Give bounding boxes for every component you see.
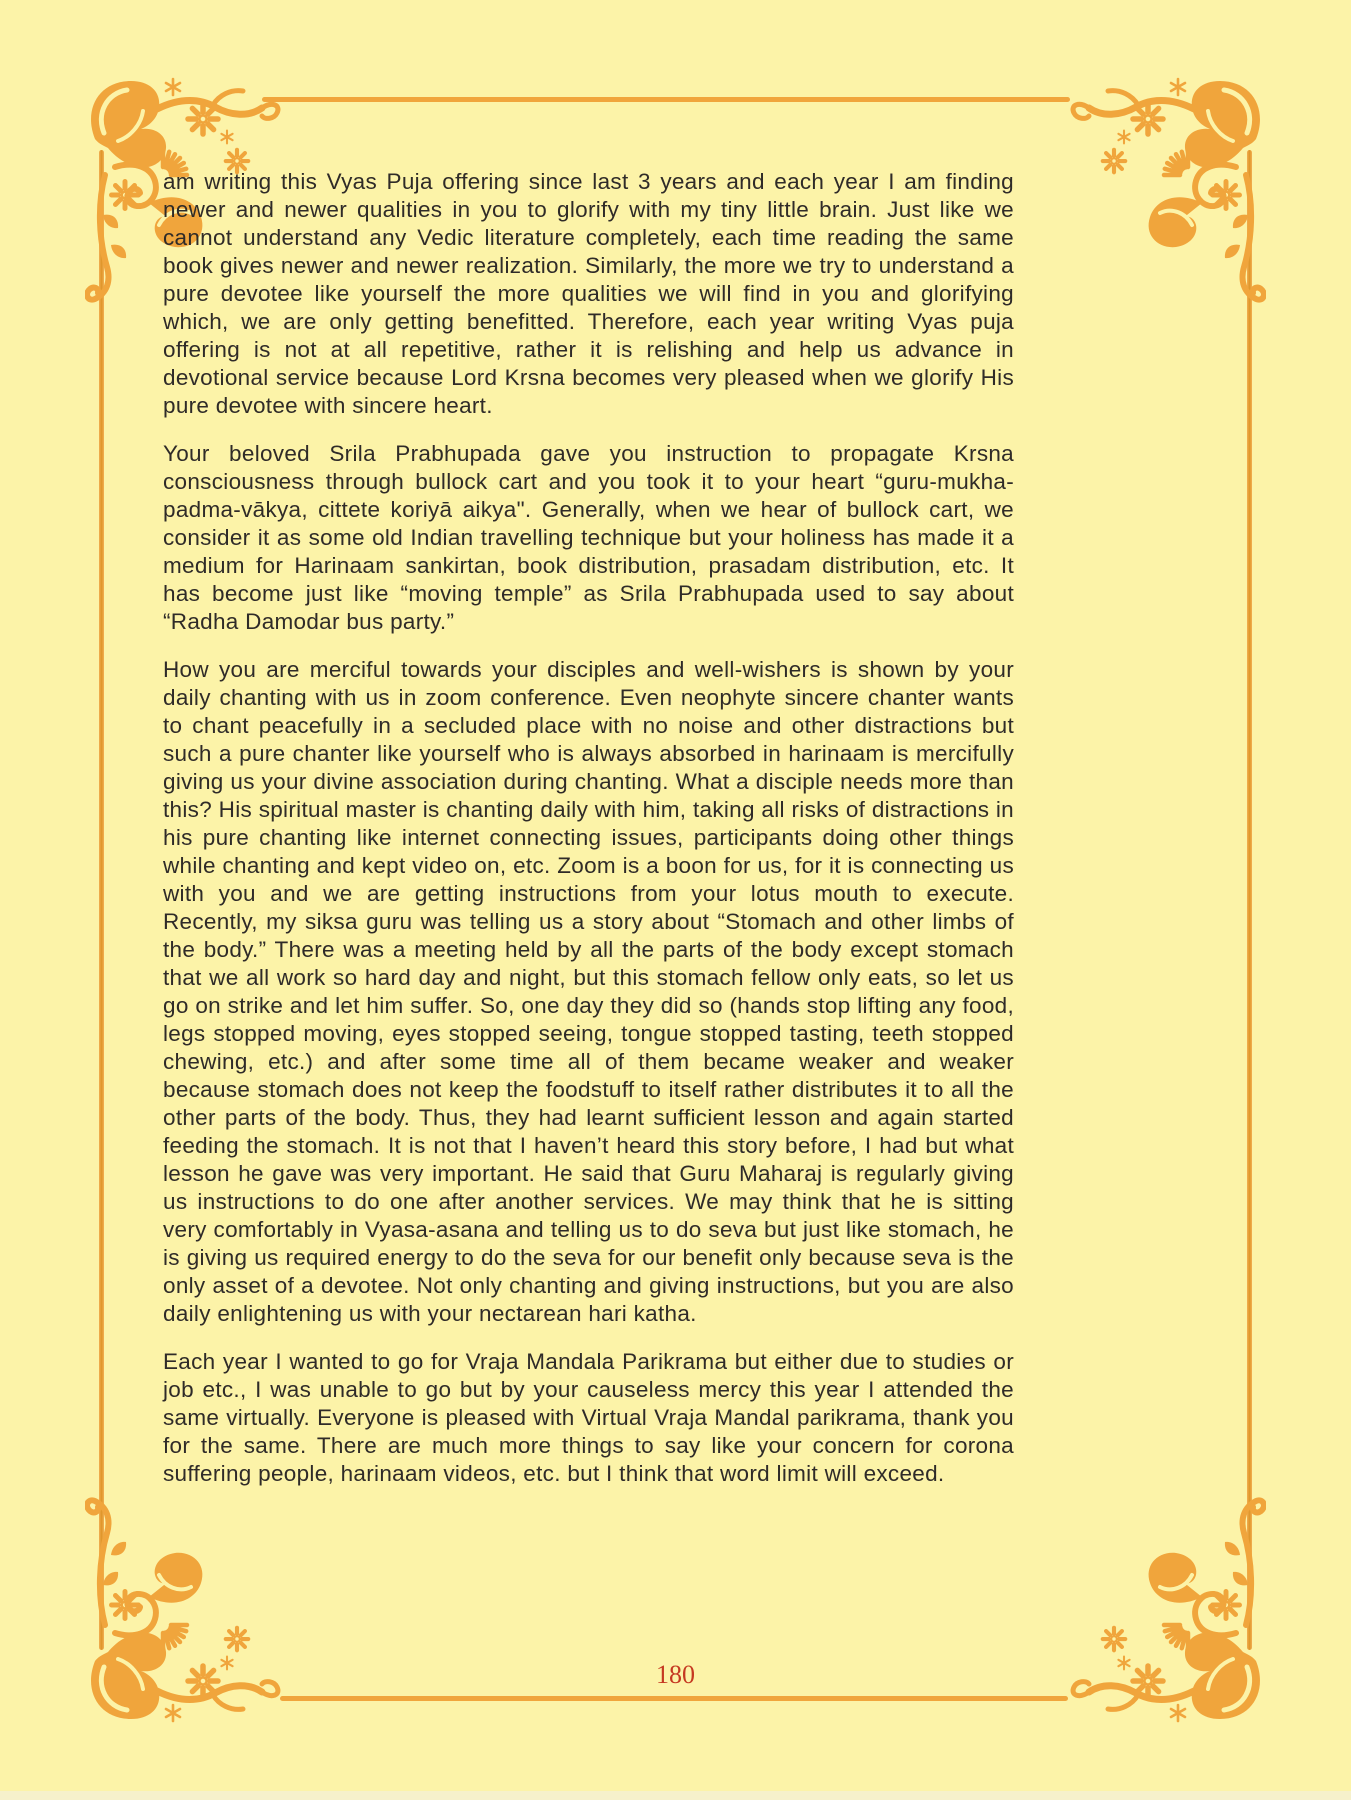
floral-corner-ornament-top-right [1066, 75, 1266, 305]
border-rule-top [262, 97, 1070, 102]
paragraph-2: Your beloved Srila Prabhupada gave you instruction to propagate Krsna consciousness through bullock cart and you took it to your heart “guru-mukha-padma-vākya, cittete koriyā aikya". Generally, when we hear of bullock cart, we consider it as some old Indian travelling technique but your holiness has made it a medium for Harinaam sankirtan, book distribution, prasadam distribution, etc. It has become just like “moving temple” as Srila Prabhupada used to say about “Radha Damodar bus party.” [163, 441, 1014, 634]
border-rule-left [99, 150, 104, 1650]
border-rule-right [1247, 150, 1252, 1650]
page-number: 180 [656, 1660, 695, 1689]
paragraph-4: Each year I wanted to go for Vraja Mandala Parikrama but either due to studies or job etc., I was unable to go but by your causeless mercy this year I attended the same virtually. Everyone is pleased with Virtual Vraja Mandal parikrama, thank you for the same. There are much more things to say like your concern for corona suffering people, harinaam videos, etc. but I think that word limit will exceed. [163, 1349, 1014, 1486]
floral-corner-ornament-bottom-right [1066, 1495, 1266, 1725]
offering-text-block [163, 168, 1014, 1508]
border-rule-bottom [280, 1696, 1068, 1701]
paragraph-3: How you are merciful towards your disciples and well-wishers is shown by your daily chanting with us in zoom conference. Even neophyte sincere chanter wants to chant peacefully in a secluded place with no noise and other distractions but such a pure chanter like yourself who is always absorbed in harinaam is mercifully giving us your divine association during chanting. What a disciple needs more than this? His spiritual master is chanting daily with him, taking all risks of distractions in his pure chanting like internet connecting issues, participants doing other things while chanting and kept video on, etc. Zoom is a boon for us, for it is connecting us with you and we are getting instructions from your lotus mouth to execute. Recently, my siksa guru was telling us a story about “Stomach and other limbs of the body.” There was a meeting held by all the parts of the body except stomach that we all work so hard day and night, but this stomach fellow only eats, so let us go on strike and let him suffer. So, one day they did so (hands stop lifting any food, legs stopped moving, eyes stopped seeing, tongue stopped tasting, teeth stopped chewing, etc.) and after some time all of them became weaker and weaker because stomach does not keep the foodstuff to itself rather distributes it to all the other parts of the body. Thus, they had learnt sufficient lesson and again started feeding the stomach. It is not that I haven’t heard this story before, I had but what lesson he gave was very important. He said that Guru Maharaj is regularly giving us instructions to do one after another services. We may think that he is sitting very comfortably in Vyasa-asana and telling us to do seva but just like stomach, he is giving us required energy to do the seva for our benefit only because seva is the only asset of a devotee. Not only chanting and giving instructions, but you are also daily enlightening us with your nectarean hari katha. [163, 657, 1014, 1326]
floral-corner-ornament-bottom-left [85, 1495, 285, 1725]
scan-edge-strip [0, 1791, 1351, 1800]
paragraph-1: am writing this Vyas Puja offering since last 3 years and each year I am finding newer and newer qualities in you to glorify with my tiny little brain. Just like we cannot understand any Vedic literature completely, each time reading the same book gives newer and newer realization. Similarly, the more we try to understand a pure devotee like yourself the more qualities we will find in you and glorifying which, we are only getting benefitted. Therefore, each year writing Vyas puja offering is not at all repetitive, rather it is relishing and help us advance in devotional service because Lord Krsna becomes very pleased when we glorify His pure devotee with sincere heart. [163, 169, 1014, 418]
